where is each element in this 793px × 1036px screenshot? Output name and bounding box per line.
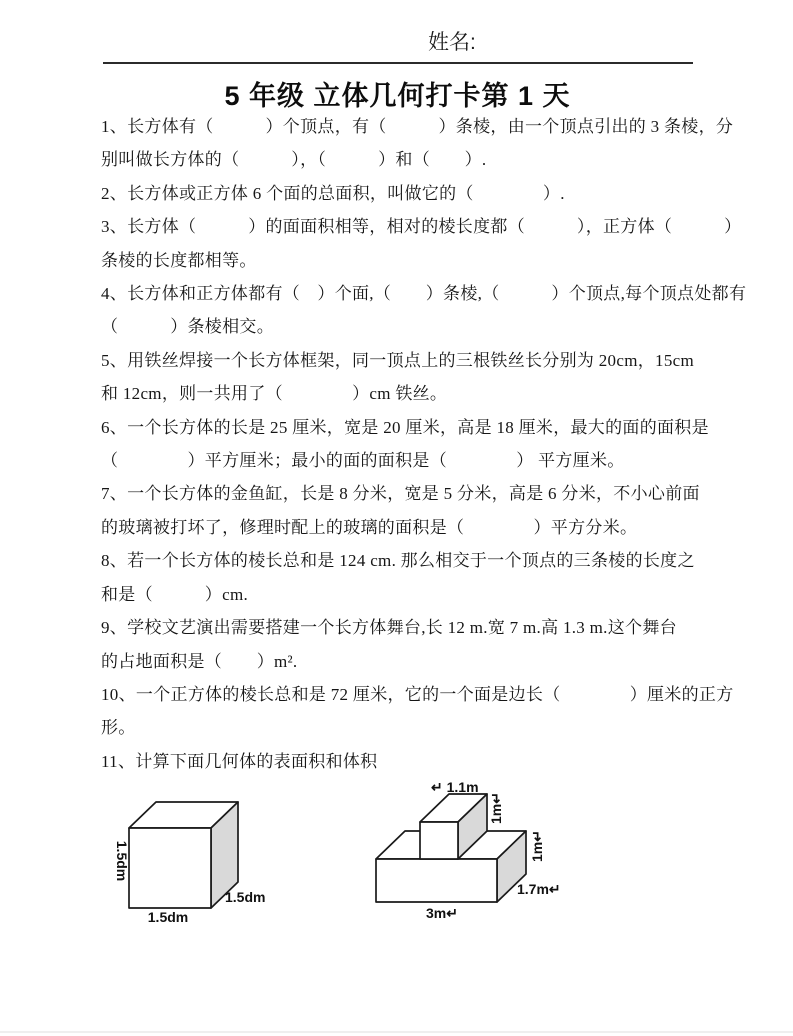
question-line: 和是（ ）cm. xyxy=(101,584,249,604)
cube-depth-label: 1.5dm xyxy=(225,889,266,905)
cube-figure xyxy=(98,785,278,940)
composite-figure xyxy=(368,775,580,927)
top-height-label: 1m↵ xyxy=(488,792,504,824)
question-10 xyxy=(101,678,734,745)
question-line: 别叫做长方体的（ ），（ ）和（ ）. xyxy=(101,150,487,170)
base-width-label: 3m↵ xyxy=(426,905,458,921)
cube-height-label: 1.5dm xyxy=(114,840,130,882)
question-line: 的玻璃被打坏了，修理时配上的玻璃的面积是（ ）平方分米。 xyxy=(101,517,638,537)
question-line: 和 12cm，则一共用了（ ）cm 铁丝。 xyxy=(101,384,448,404)
name-label: 姓名: xyxy=(428,31,476,54)
question-line: 5、用铁丝焊接一个长方体框架，同一顶点上的三根铁丝长分别为 20cm，15cm xyxy=(101,350,694,370)
top-width-label: ↵ 1.1m xyxy=(431,779,479,795)
question-line: 3、长方体（ ）的面面积相等，相对的棱长度都（ ），正方体（ ） xyxy=(101,217,742,237)
question-line: 4、长方体和正方体都有（ ）个面,（ ）条棱,（ ）个顶点,每个顶点处都有 xyxy=(101,284,747,304)
question-line: 10、一个正方体的棱长总和是 72 厘米，它的一个面是边长（ ）厘米的正方 xyxy=(101,684,734,704)
question-11 xyxy=(101,745,701,778)
question-line: 11、计算下面几何体的表面积和体积 xyxy=(101,751,378,771)
page-bottom-edge xyxy=(0,1031,793,1033)
cube-width-label: 1.5dm xyxy=(147,909,189,925)
top-box-front-face xyxy=(420,822,458,859)
question-4 xyxy=(101,277,747,344)
question-7 xyxy=(101,477,701,544)
question-1 xyxy=(101,110,734,177)
base-front-face xyxy=(376,859,497,902)
question-line: （ ）条棱相交。 xyxy=(101,317,274,337)
question-line: 条棱的长度都相等。 xyxy=(101,250,257,270)
question-3 xyxy=(101,210,742,277)
question-line: 7、一个长方体的金鱼缸，长是 8 分米，宽是 5 分米，高是 6 分米，不小心前面 xyxy=(101,484,700,504)
question-9 xyxy=(101,611,701,678)
cube-front-face xyxy=(129,828,211,908)
question-6 xyxy=(101,411,709,478)
question-line: 6、一个长方体的长是 25 厘米，宽是 20 厘米，高是 18 厘米，最大的面的面积是 xyxy=(101,417,709,437)
page-title: 5 年级 立体几何打卡第 1 天 xyxy=(224,81,571,111)
question-line: 的占地面积是（ ）m². xyxy=(101,651,298,671)
header-rule xyxy=(103,62,693,64)
question-5 xyxy=(101,344,701,411)
question-line: 1、长方体有（ ）个顶点，有（ ）条棱，由一个顶点引出的 3 条棱，分 xyxy=(101,117,734,136)
question-line: 形。 xyxy=(101,718,136,738)
question-2 xyxy=(101,177,701,210)
question-line: （ ）平方厘米；最小的面的面积是（ ） 平方厘米。 xyxy=(101,451,625,471)
question-line: 9、学校文艺演出需要搭建一个长方体舞台,长 12 m.宽 7 m.高 1.3 m.这个舞台 xyxy=(101,618,677,638)
question-list xyxy=(101,110,747,778)
question-8 xyxy=(101,544,701,611)
question-line: 8、若一个长方体的棱长总和是 124 cm. 那么相交于一个顶点的三条棱的长度之 xyxy=(101,551,695,571)
question-line: 2、长方体或正方体 6 个面的总面积，叫做它的（ ）. xyxy=(101,183,565,203)
base-depth-label: 1.7m↵ xyxy=(517,881,561,897)
base-height-label: 1m↵ xyxy=(529,830,545,862)
